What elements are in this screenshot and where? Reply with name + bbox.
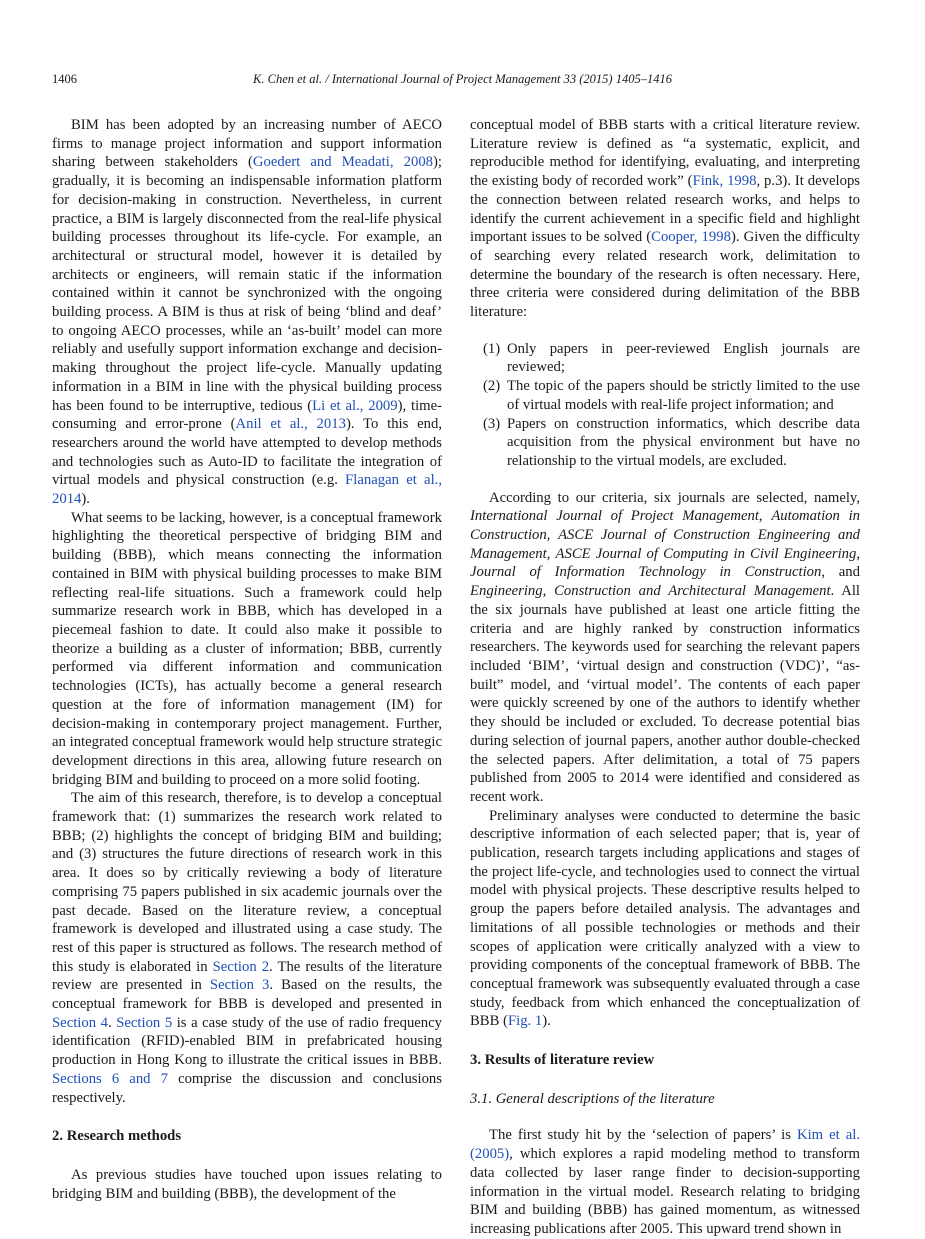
paragraph: As previous studies have touched upon issues relating to bridging BIM and building (BBB), the development of the xyxy=(52,1166,442,1202)
section-link[interactable]: Section 4 xyxy=(52,1014,108,1031)
list-item: (3) Papers on construction informatics, which describe data acquisition from the physical environment but have no relationship to the virtual models, are excluded. xyxy=(483,415,860,469)
citation-link[interactable]: Kim et al. (2005) xyxy=(470,1127,861,1163)
list-item: (1) Only papers in peer-reviewed English journals are reviewed; xyxy=(483,340,860,376)
section-link[interactable]: Section 5 xyxy=(116,1014,173,1031)
section-link[interactable]: Section 3 xyxy=(209,977,270,994)
citation-link[interactable]: Anil et al., 2013 xyxy=(235,416,346,433)
paragraph: The first study hit by the ‘selection of papers’ is Kim et al. (2005), which explores a rapid modeling method to transform data collected by laser range finder to decision-supporting information in the virtual model. Research relating to bridging BIM and building (BBB) has gained momentum, as witnessed increasing publications after 2005. This upward trend shown in xyxy=(470,1127,861,1237)
section-link[interactable]: Sections 6 and 7 xyxy=(52,1070,168,1087)
list-item: (2) The topic of the papers should be strictly limited to the use of virtual models with real-life project information; and xyxy=(483,378,860,413)
right-column xyxy=(470,116,860,1239)
citation-link[interactable]: Goedert and Meadati, 2008 xyxy=(252,154,434,171)
paragraph: What seems to be lacking, however, is a conceptual framework highlighting the theoretical perspective of bridging BIM and building (BBB), which means connecting the information contained in BIM with physical building processes to make BIM reflecting real-life situations. Such a framework could help summarize research work in BBB, which has developed in a piecemeal fashion to date. It could also make it possible to theorize a building as a cluster of information; BBB, currently performed via different information and communication technologies (ICTs), has actually become a general research question at the fore of information management (IM) for decision-making in contemporary project management. Further, an integrated conceptual framework would help structure strategic development directions in this area, allowing future research on bridging BIM and building to proceed on a more solid footing. xyxy=(52,509,442,788)
paragraph: The aim of this research, therefore, is to develop a conceptual framework that: (1) summarizes the research work related to BBB; (2) highlights the concept of bridging BIM and building; and (3) structures the future directions of research work in this area. It does so by critically reviewing a body of literature comprising 75 papers published in six academic journals over the past decade. Based on the literature review, a conceptual framework is developed and illustrated using a case study. The rest of this paper is structured as follows. The research method of this study is elaborated in Section 2. The results of the literature review are presented in Section 3. Based on the results, the conceptual framework for BBB is developed and presented in Section 4. Section 5 is a case study of the use of radio frequency identification (RFID)-enabled BIM in prefabricated housing production in Hong Kong to illustrate the critical issues in BBB. Sections 6 and 7 comprise the discussion and conclusions respectively. xyxy=(52,790,443,1106)
subsection-heading: 3.1. General descriptions of the literature xyxy=(470,1090,715,1107)
running-header: K. Chen et al. / International Journal of Project Management 33 (2015) 1405–1416 xyxy=(253,72,672,86)
paragraph: According to our criteria, six journals are selected, namely, International Journal of Project Management, Automation in Construction, ASCE Journal of Construction Engineering and Management, ASCE Journal of Computing in Civil Engineering, Journal of Information Technology in Construction, and Engineering, Construction and Architectural Management. All the six journals have published at least one article fitting the criteria and are highly ranked by construction informatics researchers. The keywords used for searching the relevant papers included ‘BIM’, ‘virtual design and construction (VDC)’, “as-built” model, and ‘virtual model’. The contents of each paper were quickly screened by one of the authors to identify whether they should be included or excluded. To decrease potential bias during selection of journal papers, another author double-checked the selected papers. After delimitation, a total of 75 papers published from 2005 to 2014 were identified and considered as recent work. xyxy=(470,489,861,805)
figure-link[interactable]: Fig. 1 xyxy=(507,1013,543,1030)
citation-link[interactable]: Li et al., 2009 xyxy=(312,397,398,414)
section-heading: 3. Results of literature review xyxy=(470,1052,655,1069)
citation-link[interactable]: Flanagan et al., 2014 xyxy=(52,472,443,508)
criteria-list xyxy=(470,340,860,471)
paragraph: BIM has been adopted by an increasing number of AECO firms to manage project information and support information sharing between stakeholders (Goedert and Meadati, 2008); gradually, it is becoming an indispensable information platform for decision-making in construction. Nevertheless, in current practice, a BIM is largely disconnected from the real-life physical building processes throughout its life-cycle. For example, an architectural or structural model, however it is detailed by architects or engineers, will remain static if the information contained within it cannot be synchronized with the ongoing building process. A BIM is thus at risk of being ‘blind and deaf’ to ongoing AECO processes, while an ‘as-built’ model can more reliably and usefully support information exchange and decision-making throughout the project life-cycle. Manually updating information in a BIM in line with the physical building process has been found to be interruptive, tedious (Li et al., 2009), time-consuming and error-prone (Anil et al., 2013). To this end, researchers around the world have attempted to develop methods and technologies such as Auto-ID to facilitate the integration of virtual models and physical construction (e.g. Flanagan et al., 2014). xyxy=(52,117,443,508)
paragraph: conceptual model of BBB starts with a critical literature review. Literature review is defined as “a systematic, explicit, and reproducible method for identifying, evaluating, and interpreting the existing body of recorded work” (Fink, 1998, p.3). It develops the connection between related research works, and helps to identify the current achievement in a specific field and highlight important issues to be solved (Cooper, 1998). Given the difficulty of searching every related research work, delimitation to determine the boundary of the research is often necessary. Here, three criteria were considered during delimitation of the BBB literature: xyxy=(470,117,861,321)
paragraph: Preliminary analyses were conducted to determine the basic descriptive information of each selected paper; that is, year of publication, research targets including applications and stages of the project life-cycle, and technologies used to connect the virtual model with physical projects. These descriptive results helped to group the papers before detailed analysis. The advantages and limitations of all possible technologies or methods and their scopes of application were critically analyzed with a view to providing components of the conceptual framework of BBB. The conceptual framework was subsequently evaluated through a case study, feedback from which enhanced the conceptualization of BBB (Fig. 1). xyxy=(470,807,860,1030)
citation-link[interactable]: Cooper, 1998 xyxy=(651,229,731,246)
section-link[interactable]: Section 2 xyxy=(212,958,270,975)
left-column xyxy=(52,116,442,1203)
citation-link[interactable]: Fink, 1998 xyxy=(692,173,757,190)
section-heading: 2. Research methods xyxy=(52,1128,182,1145)
page-number: 1406 xyxy=(52,72,77,86)
